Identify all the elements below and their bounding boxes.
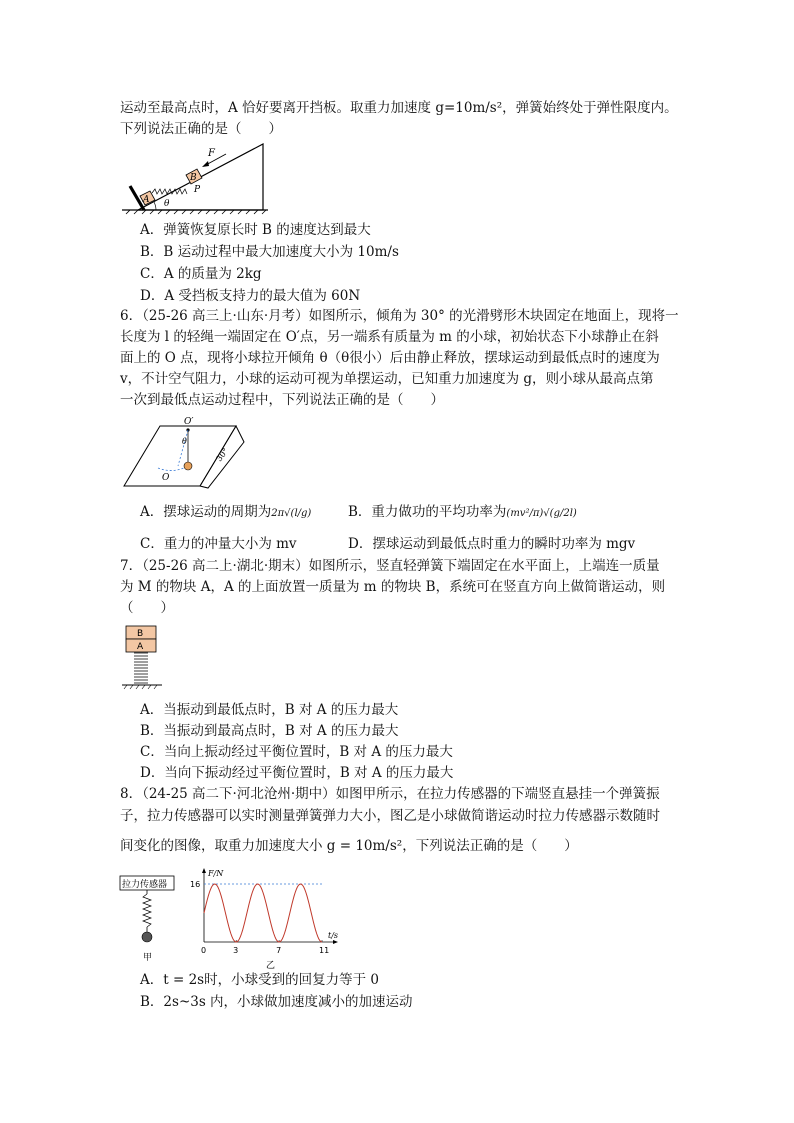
q6-label-O-prime: O′ xyxy=(184,417,194,427)
y-axis-arrow xyxy=(202,868,206,873)
q8-text-line3: 间变化的图像，取重力加速度大小 g = 10m/s²，下列说法正确的是（ ） xyxy=(120,838,578,854)
q5-incline-figure xyxy=(118,140,278,216)
q7-option-a: A．当振动到最低点时，B 对 A 的压力最大 xyxy=(140,702,399,718)
q5-label-P: P xyxy=(194,185,201,195)
q7-option-b: B．当振动到最高点时，B 对 A 的压力最大 xyxy=(140,723,399,739)
q5-option-a: A．弹簧恢复原长时 B 的速度达到最大 xyxy=(140,222,371,238)
q5-label-A: A xyxy=(143,195,150,205)
q6-text-line2: 长度为 l 的轻绳一端固定在 O′点，另一端系有质量为 m 的小球，初始状态下小球静止在斜 xyxy=(120,329,659,345)
q6-label-theta: θ xyxy=(182,437,187,446)
x-axis-arrow xyxy=(333,940,338,944)
q7-text-line2: 为 M 的物块 A，A 的上面放置一质量为 m 的物块 B，系统可在竖直方向上做简谐运动，则 xyxy=(120,579,666,595)
q8-text-line2: 子，拉力传感器可以实时测量弹簧弹力大小，图乙是小球做简谐运动时拉力传感器示数随时 xyxy=(120,808,660,824)
q7-label-B: B xyxy=(137,629,144,639)
q5-text-line1: 运动至最高点时，A 恰好要离开挡板。取重力加速度 g=10m/s²，弹簧始终处于弹性限度内。 xyxy=(120,100,678,116)
q8-force-time-chart xyxy=(186,866,346,970)
x-tick-label: 0 xyxy=(201,946,207,955)
force-curve xyxy=(204,884,322,942)
q6-option-b xyxy=(348,502,577,524)
q6-option-d: D．摆球运动到最低点时重力的瞬时功率为 mgv xyxy=(348,536,636,552)
q8-text-line1: 8．（24-25 高二下·河北沧州·期中）如图甲所示，在拉力传感器的下端竖直悬挂一个弹簧振 xyxy=(120,786,660,802)
q8-sensor-figure xyxy=(118,872,180,966)
q7-text-line3: （ ） xyxy=(120,600,174,616)
q8-label-yi: 乙 xyxy=(266,961,276,970)
q6-wedge-figure xyxy=(118,412,248,490)
q6-label-angle: 30° xyxy=(214,446,231,464)
x-tick-label: 11 xyxy=(319,946,330,955)
q7-option-c: C．当向上振动经过平衡位置时，B 对 A 的压力最大 xyxy=(140,744,453,760)
y-axis-label: F/N xyxy=(208,869,224,878)
q6-option-b-formula: (mv²/π)√(g/2l) xyxy=(506,508,577,519)
q6-option-b-text: B．重力做功的平均功率为 xyxy=(348,504,507,520)
q6-option-c: C．重力的冲量大小为 mv xyxy=(140,536,297,552)
q8-label-jia: 甲 xyxy=(143,953,153,963)
q7-label-A: A xyxy=(137,642,144,652)
y-tick-label: 16 xyxy=(190,880,201,889)
q6-label-O: O xyxy=(162,473,170,483)
x-axis-label: t/s xyxy=(328,931,339,940)
q5-option-c: C．A 的质量为 2kg xyxy=(140,266,262,282)
q5-text-line2: 下列说法正确的是（ ） xyxy=(120,121,282,137)
q7-spring-figure xyxy=(118,622,168,692)
q8-sensor-label: 拉力传感器 xyxy=(122,880,168,890)
q5-label-B: B xyxy=(190,173,197,183)
q7-option-d: D．当向下振动经过平衡位置时，B 对 A 的压力最大 xyxy=(140,765,454,781)
q5-label-F: F xyxy=(208,148,215,159)
q6-option-a-text: A．摆球运动的周期为 xyxy=(140,504,272,520)
q5-option-d: D．A 受挡板支持力的最大值为 60N xyxy=(140,288,361,304)
q7-text-line1: 7．（25-26 高二上·湖北·期末）如图所示，竖直轻弹簧下端固定在水平面上，上端连一质量 xyxy=(120,558,660,574)
q6-option-a xyxy=(140,502,311,524)
q6-text-line5: 一次到最低点运动过程中，下列说法正确的是（ ） xyxy=(120,392,444,408)
q6-text-line1: 6．（25-26 高三上·山东·月考）如图所示，倾角为 30° 的光滑劈形木块固定在地面上，现将一 xyxy=(120,308,679,324)
q8-option-b: B．2s~3s 内，小球做加速度减小的加速运动 xyxy=(140,994,413,1010)
x-tick-label: 7 xyxy=(276,946,282,955)
q8-option-a: A．t = 2s时，小球受到的回复力等于 0 xyxy=(140,972,379,988)
x-tick-label: 3 xyxy=(233,946,239,955)
q6-text-line3: 面上的 O 点，现将小球拉开倾角 θ（θ很小）后由静止释放，摆球运动到最低点时的速度为 xyxy=(120,350,660,366)
q5-label-theta: θ xyxy=(164,199,170,209)
q5-option-b: B．B 运动过程中最大加速度大小为 10m/s xyxy=(140,244,399,260)
q6-option-a-formula: 2π√(l/g) xyxy=(271,508,312,519)
q6-text-line4: v，不计空气阻力，小球的运动可视为单摆运动，已知重力加速度为 g，则小球从最高点第 xyxy=(120,371,654,387)
